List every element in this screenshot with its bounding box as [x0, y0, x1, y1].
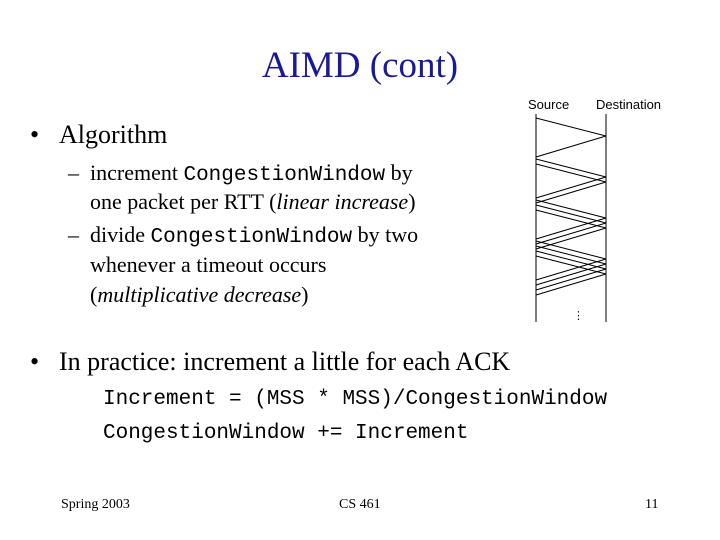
ack-arrow	[536, 228, 606, 249]
destination-label: Destination	[596, 97, 662, 112]
ack-arrow	[536, 177, 606, 198]
sub-item-divide-line3	[90, 280, 309, 310]
bullet-in-practice	[30, 345, 510, 379]
bullet-in-practice-text: In practice: increment a little for each ACK	[59, 347, 511, 376]
code-congestion-window: CongestionWindow	[150, 226, 353, 249]
slide-title: AIMD (cont)	[261, 45, 459, 86]
sub-item-divide	[68, 220, 418, 253]
ack-arrow	[536, 218, 606, 239]
sub-text: divide	[90, 222, 151, 247]
sub-text: )	[301, 282, 309, 307]
data-packet-arrow	[536, 164, 606, 182]
data-packet-arrow	[536, 210, 606, 228]
data-packet-arrow	[536, 251, 606, 269]
sub-text: by	[385, 160, 413, 185]
data-packet-arrow	[536, 159, 606, 177]
sub-text: by two	[352, 222, 419, 247]
code-congestion-window: CongestionWindow	[183, 164, 386, 187]
emphasis-linear-increase: linear increase	[276, 189, 409, 214]
footer-course: CS 461	[339, 497, 381, 512]
code-line-increment: Increment = (MSS * MSS)/CongestionWindow	[103, 388, 608, 411]
bullet-glyph: •	[30, 120, 40, 149]
bullet-glyph: •	[30, 347, 40, 376]
ack-arrow	[536, 136, 606, 157]
data-packet-arrow	[536, 205, 606, 223]
footer-date: Spring 2003	[61, 497, 130, 512]
data-packet-arrow	[536, 118, 606, 136]
data-packet-arrow	[536, 241, 606, 259]
ack-arrow	[536, 269, 606, 290]
data-packet-arrow	[536, 256, 606, 274]
dash-glyph: –	[68, 160, 79, 185]
ack-arrow	[536, 182, 606, 203]
data-packet-arrow	[536, 200, 606, 218]
sub-text: (	[90, 282, 98, 307]
source-label: Source	[528, 97, 570, 112]
packet-timeline-diagram	[530, 112, 610, 324]
ack-arrow	[536, 223, 606, 244]
sub-text: increment	[90, 160, 184, 185]
sub-text: one packet per RTT (	[90, 189, 277, 214]
sub-item-divide-line2: whenever a timeout occurs	[90, 252, 327, 277]
data-packet-arrow	[536, 246, 606, 264]
code-line-update-window: CongestionWindow += Increment	[103, 422, 469, 445]
ack-arrow	[536, 264, 606, 285]
page-number: 11	[645, 497, 659, 512]
sub-text: )	[408, 189, 416, 214]
bullet-algorithm	[30, 118, 167, 152]
sub-item-increment-line2	[90, 187, 416, 217]
bullet-algorithm-text: Algorithm	[59, 120, 168, 149]
dash-glyph: –	[68, 222, 79, 247]
emphasis-multiplicative-decrease: multiplicative decrease	[97, 282, 302, 307]
continuation-dots: ⋮	[573, 309, 584, 322]
